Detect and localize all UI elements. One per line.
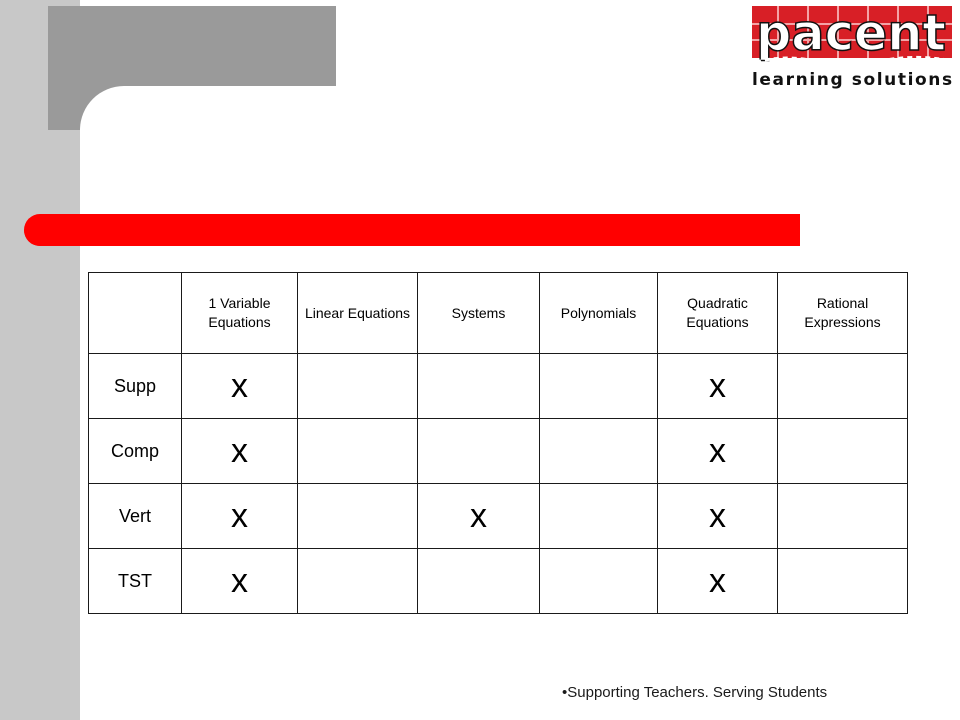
table-cell (298, 354, 418, 419)
red-title-bar (24, 214, 800, 246)
column-header: Systems (418, 273, 540, 354)
table-cell (540, 549, 658, 614)
table-cell (298, 549, 418, 614)
table-row (89, 419, 908, 484)
table-cell: x (418, 484, 540, 549)
table-row (89, 484, 908, 549)
table-cell (540, 484, 658, 549)
logo-word: pacent (756, 4, 946, 62)
table-cell (540, 354, 658, 419)
table-corner-cell (89, 273, 182, 354)
table-cell (778, 354, 908, 419)
table-cell (778, 419, 908, 484)
table-cell (778, 484, 908, 549)
column-header: Polynomials (540, 273, 658, 354)
table-cell: x (182, 484, 298, 549)
column-header: Rational Expressions (778, 273, 908, 354)
row-label: Supp (89, 354, 182, 419)
table-cell: x (182, 354, 298, 419)
table-cell: x (658, 549, 778, 614)
footer-tagline: •Supporting Teachers. Serving Students (562, 684, 828, 701)
column-header: Linear Equations (298, 273, 418, 354)
table-cell (778, 549, 908, 614)
table-cell: x (658, 419, 778, 484)
column-header: 1 Variable Equations (182, 273, 298, 354)
table-cell: x (182, 549, 298, 614)
table-cell: x (658, 484, 778, 549)
table-cell (418, 419, 540, 484)
topic-matrix-table (88, 272, 908, 614)
table-row (89, 354, 908, 419)
table-cell (540, 419, 658, 484)
logo-tagline: learning solutions (752, 70, 954, 90)
column-header: Quadratic Equations (658, 273, 778, 354)
table-cell (418, 549, 540, 614)
row-label: Comp (89, 419, 182, 484)
table-cell (298, 484, 418, 549)
row-label: TST (89, 549, 182, 614)
table-cell (418, 354, 540, 419)
table-cell: x (182, 419, 298, 484)
table-cell: x (658, 354, 778, 419)
row-label: Vert (89, 484, 182, 549)
table-cell (298, 419, 418, 484)
table-row (89, 549, 908, 614)
